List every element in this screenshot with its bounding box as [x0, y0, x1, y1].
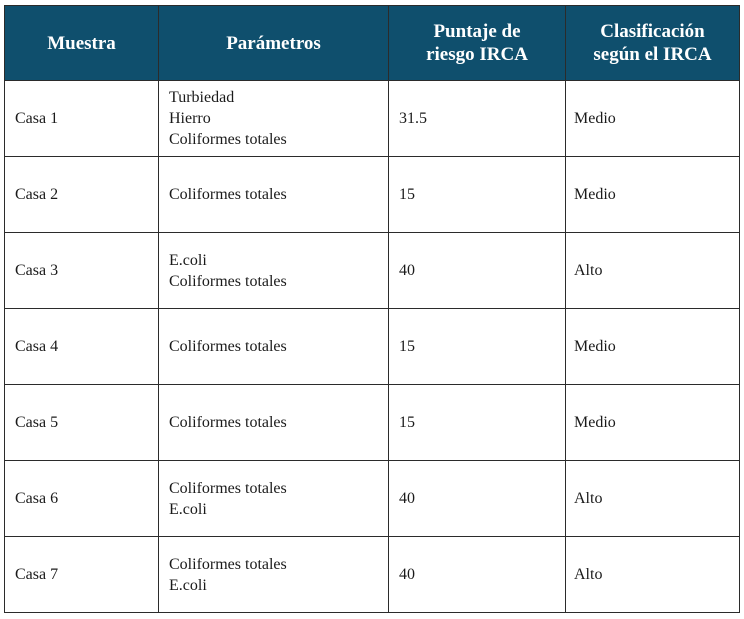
- cell-muestra: Casa 3: [5, 233, 159, 309]
- cell-puntaje: 40: [389, 461, 566, 537]
- cell-muestra: Casa 7: [5, 537, 159, 613]
- cell-parametros: [159, 461, 389, 537]
- table-row: [5, 81, 740, 157]
- header-clasificacion: [566, 6, 740, 81]
- header-line: Puntaje de: [433, 21, 521, 42]
- cell-muestra: Casa 2: [5, 157, 159, 233]
- header-muestra: [5, 6, 159, 81]
- cell-parametros: [159, 537, 389, 613]
- cell-muestra: Casa 4: [5, 309, 159, 385]
- cell-muestra: Casa 5: [5, 385, 159, 461]
- cell-clasificacion: Alto: [566, 537, 740, 613]
- table-row: [5, 309, 740, 385]
- cell-clasificacion: Medio: [566, 309, 740, 385]
- cell-puntaje: 40: [389, 537, 566, 613]
- cell-muestra: Casa 1: [5, 81, 159, 157]
- header-line: Parámetros: [226, 32, 321, 54]
- header-line: Muestra: [47, 32, 116, 54]
- parameter-item: Coliformes totales: [169, 479, 287, 497]
- cell-puntaje: 15: [389, 157, 566, 233]
- table-row: [5, 385, 740, 461]
- header-parametros: [159, 6, 389, 81]
- parameter-item: E.coli: [169, 576, 207, 594]
- cell-puntaje: 40: [389, 233, 566, 309]
- cell-puntaje: 31.5: [389, 81, 566, 157]
- cell-clasificacion: Medio: [566, 81, 740, 157]
- cell-parametros: [159, 81, 389, 157]
- cell-puntaje: 15: [389, 309, 566, 385]
- table-row: [5, 157, 740, 233]
- parameter-item: Coliformes totales: [169, 338, 287, 355]
- header-line: Clasificación: [600, 21, 705, 42]
- parameter-item: E.coli: [169, 251, 207, 269]
- cell-parametros: [159, 385, 389, 461]
- parameter-item: Coliformes totales: [169, 414, 287, 431]
- table-row: [5, 537, 740, 613]
- table-header: [5, 6, 740, 81]
- cell-parametros: [159, 309, 389, 385]
- cell-clasificacion: Medio: [566, 157, 740, 233]
- parameter-item: Coliformes totales: [169, 272, 287, 290]
- cell-clasificacion: Medio: [566, 385, 740, 461]
- table-body: [5, 81, 740, 613]
- parameter-item: Coliformes totales: [169, 131, 287, 148]
- cell-parametros: [159, 233, 389, 309]
- header-puntaje: [389, 6, 566, 81]
- irca-table: [4, 5, 740, 613]
- parameter-item: Coliformes totales: [169, 555, 287, 573]
- cell-muestra: Casa 6: [5, 461, 159, 537]
- cell-parametros: [159, 157, 389, 233]
- table-row: [5, 233, 740, 309]
- parameter-item: Coliformes totales: [169, 186, 287, 203]
- table-row: [5, 461, 740, 537]
- header-line: riesgo IRCA: [426, 44, 528, 65]
- cell-puntaje: 15: [389, 385, 566, 461]
- parameter-item: Hierro: [169, 110, 211, 127]
- parameter-item: E.coli: [169, 500, 207, 518]
- cell-clasificacion: Alto: [566, 233, 740, 309]
- header-line: según el IRCA: [593, 44, 712, 65]
- parameter-item: Turbiedad: [169, 89, 235, 106]
- header-row: [5, 6, 740, 81]
- cell-clasificacion: Alto: [566, 461, 740, 537]
